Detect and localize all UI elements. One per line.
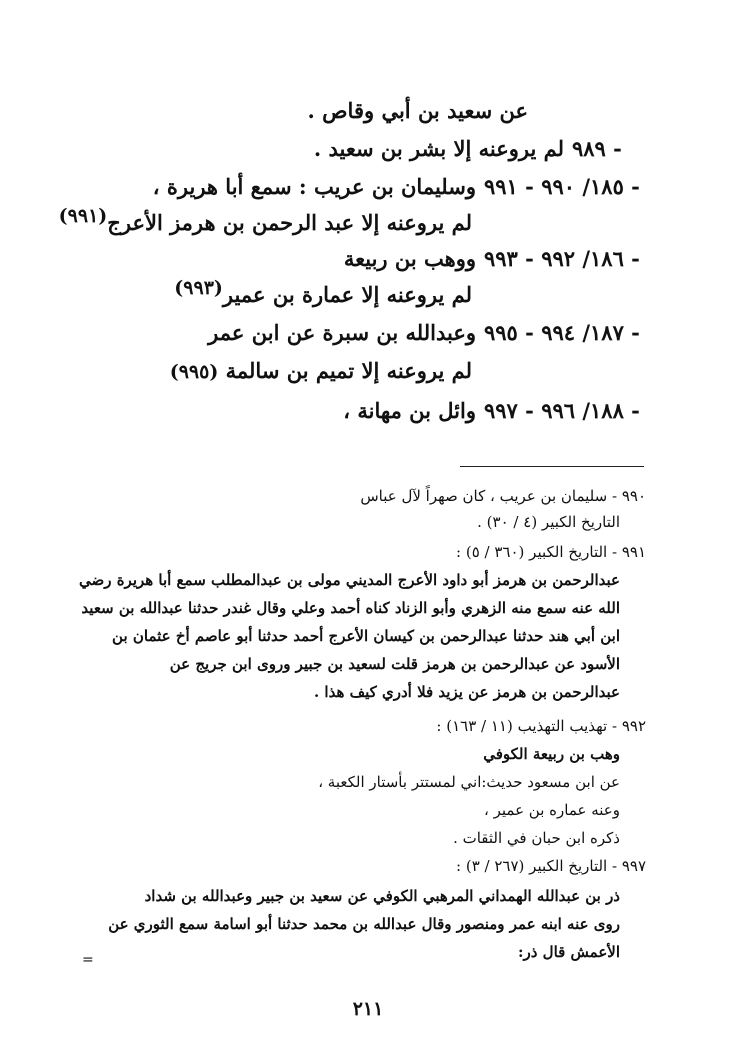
footnote-991-line-1: ٩٩١ - التاريخ الكبير (٣٦٠ / ٥) :	[456, 543, 646, 561]
footnote-991-line-2: عبدالرحمن بن هرمز أبو داود الأعرج المديني مولى بن عبدالمطلب سمع أبا هريرة رضي	[78, 571, 620, 589]
footnote-ref-991: (٩٩١)	[58, 205, 108, 227]
entry-186-sub: لم يروعنه إلا عمارة بن عمير(٩٩٣)	[174, 277, 472, 307]
entry-185-text: وسليمان بن عريب : سمع أبا هريرة ،	[152, 174, 476, 199]
footnote-992-line-5: ذكره ابن حبان في الثقات .	[453, 829, 620, 847]
footnote-997-line-1: ٩٩٧ - التاريخ الكبير (٢٦٧ / ٣) :	[456, 857, 646, 875]
footnote-997-line-4: الأعمش قال ذر:	[517, 943, 620, 961]
entry-186-text: ووهب بن ربيعة	[343, 246, 476, 271]
footnote-separator	[460, 466, 644, 467]
entry-188-text: وائل بن مهانة ،	[343, 398, 476, 423]
footnote-992-line-4: وعنه عماره بن عمير ،	[484, 801, 620, 819]
entry-187-text: وعبدالله بن سبرة عن ابن عمر	[208, 320, 476, 345]
entry-number-188: ١٨٨/ ٩٩٦ - ٩٩٧ -	[484, 398, 640, 423]
entry-number-185: ١٨٥/ ٩٩٠ - ٩٩١ -	[484, 174, 640, 199]
footnote-991-line-4: ابن أبي هند حدثنا عبدالرحمن بن كيسان الأعرج أحمد حدثنا أبو عاصم أخ عثمان بن	[112, 627, 620, 645]
entry-number-186: ١٨٦/ ٩٩٢ - ٩٩٣ -	[484, 246, 640, 271]
main-line-1: عن سعيد بن أبي وقاص .	[307, 98, 528, 123]
footnote-ref-995: (٩٩٥)	[169, 361, 219, 383]
footnote-990-line-2: التاريخ الكبير (٤ / ٣٠) .	[477, 513, 620, 531]
entry-number-989: ٩٨٩ -	[572, 136, 622, 161]
page-number: ٢١١	[352, 998, 384, 1020]
entry-number-187: ١٨٧/ ٩٩٤ - ٩٩٥ -	[484, 320, 640, 345]
footnote-991-line-6: عبدالرحمن بن هرمز عن يزيد فلا أدري كيف هذا .	[313, 683, 620, 701]
footnote-990-line-1: ٩٩٠ - سليمان بن عريب ، كان صهراً لآل عباس	[360, 487, 646, 505]
footnote-ref-993: (٩٩٣)	[174, 277, 223, 299]
footnote-991-line-5: الأسود عن عبدالرحمن بن هرمز قلت لسعيد بن جبير وروى ابن جريج عن	[169, 655, 620, 673]
continuation-mark: =	[82, 952, 94, 968]
entry-185-sub: لم يروعنه إلا عبد الرحمن بن هرمز الأعرج(٩٩١)	[58, 205, 472, 235]
footnote-991-line-3: الله عنه سمع منه الزهري وأبو الزناد كناه أحمد وعلي وقال غندر حدثنا عبدالله بن سعيد	[81, 599, 620, 617]
footnote-992-line-1: ٩٩٢ - تهذيب التهذيب (١١ / ١٦٣) :	[436, 717, 646, 735]
main-line-989: لم يروعنه إلا بشر بن سعيد .	[313, 136, 564, 161]
footnote-997-line-2: ذر بن عبدالله الهمداني المرهبي الكوفي عن سعيد بن جبير وعبدالله بن شداد	[144, 887, 620, 905]
footnote-997-line-3: روى عنه ابنه عمر ومنصور وقال عبدالله بن محمد حدثنا أبو اسامة سمع الثوري عن	[108, 915, 620, 933]
entry-187-sub: لم يروعنه إلا تميم بن سالمة (٩٩٥)	[169, 358, 472, 383]
footnote-992-line-2: وهب بن ربيعة الكوفي	[483, 745, 620, 763]
footnote-992-line-3: عن ابن مسعود حديث:اني لمستتر بأستار الكعبة ،	[318, 773, 620, 791]
